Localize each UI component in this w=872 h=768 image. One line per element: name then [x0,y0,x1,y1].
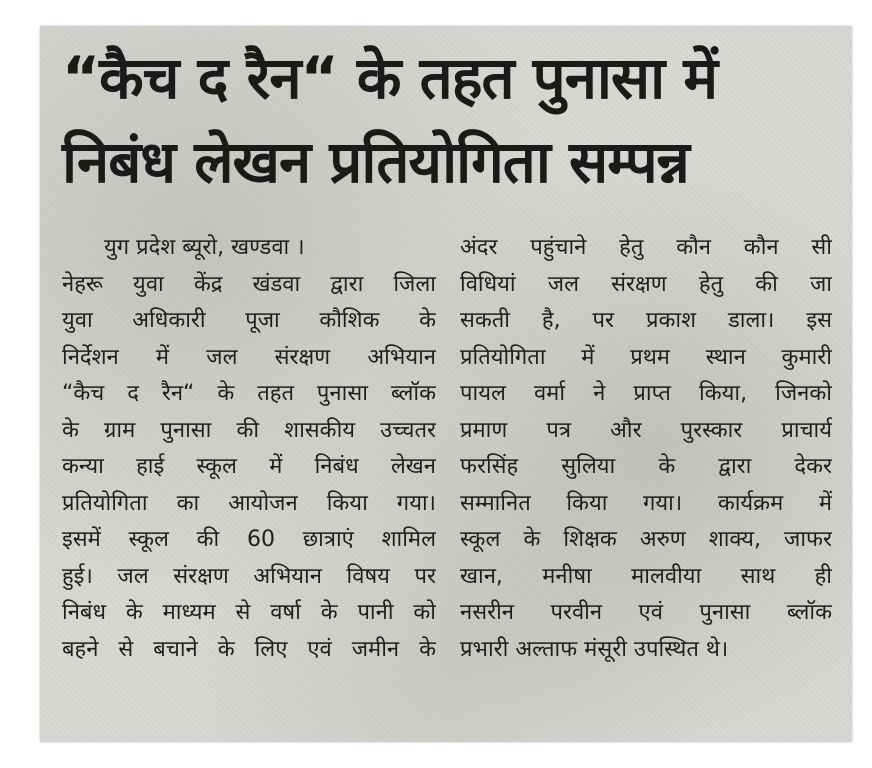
body-line: विधियां जल संरक्षण हेतु की जा [460,271,832,297]
article-column-left [62,230,436,668]
headline-line-1: “कैच द रैन“ के तहत पुनासा में [62,44,718,112]
body-line: प्रतियोगिता में प्रथम स्थान कुमारी [460,344,832,370]
body-line: सम्मानित किया गया। कार्यक्रम में [460,490,832,516]
headline-line-2: निबंध लेखन प्रतियोगिता सम्पन्न [62,128,689,196]
body-line: सकती है, पर प्रकाश डाला। इस [460,308,832,333]
body-line: “कैच द रैन“ के तहत पुनासा ब्लॉक [62,381,436,406]
body-line: युवा अधिकारी पूजा कौशिक के [62,308,436,333]
article-column-right [460,230,832,668]
body-line: नसरीन परवीन एवं पुनासा ब्लॉक [460,600,832,625]
body-line: अंदर पहुंचाने हेतु कौन कौन सी [460,235,832,260]
newspaper-clipping [40,26,852,742]
body-line: प्रभारी अल्ताफ मंसूरी उपस्थित थे। [460,636,729,662]
body-line: बहने से बचाने के लिए एवं जमीन के [62,636,436,662]
body-line: के ग्राम पुनासा की शासकीय उच्चतर [62,417,436,443]
headline [62,36,832,204]
body-line: स्कूल के शिक्षक अरुण शाक्य, जाफर [460,527,832,552]
column-divider [446,236,447,716]
body-line: फरसिंह सुलिया के द्वारा देकर [460,454,832,479]
body-line: पायल वर्मा ने प्राप्त किया, जिनको [460,381,832,406]
body-line: प्रतियोगिता का आयोजन किया गया। [62,490,436,516]
dateline: युग प्रदेश ब्यूरो, खण्डवा । [104,235,305,260]
body-line: इसमें स्कूल की 60 छात्राएं शामिल [62,527,436,552]
body-line: प्रमाण पत्र और पुरस्कार प्राचार्य [460,417,832,443]
body-line: निबंध के माध्यम से वर्षा के पानी को [62,600,436,625]
body-line: हुई। जल संरक्षण अभियान विषय पर [62,563,436,589]
body-line: खान, मनीषा मालवीया साथ ही [460,563,832,589]
body-line: कन्या हाई स्कूल में निबंध लेखन [62,454,436,479]
body-line: नेहरू युवा केंद्र खंडवा द्वारा जिला [62,271,436,297]
body-line: निर्देशन में जल संरक्षण अभियान [62,344,436,370]
